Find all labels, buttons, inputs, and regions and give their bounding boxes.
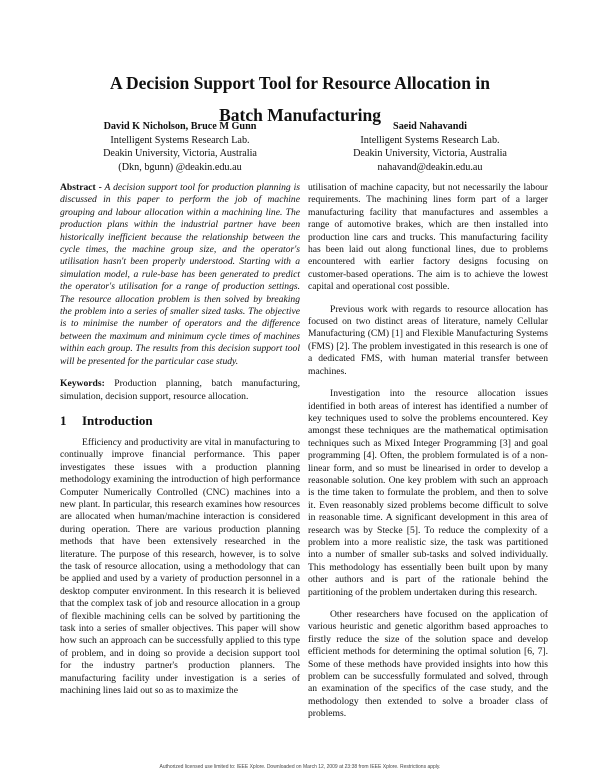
author-block-left — [60, 120, 300, 174]
abstract-lead: Abstract - — [60, 182, 102, 193]
author-lab-right: Intelligent Systems Research Lab. — [360, 134, 500, 146]
author-affiliation-left: Deakin University, Victoria, Australia — [103, 148, 257, 159]
author-affiliation-right: Deakin University, Victoria, Australia — [353, 148, 507, 159]
left-column — [60, 182, 300, 707]
author-names-left: David K Nicholson, Bruce M Gunn — [103, 121, 257, 132]
abstract — [60, 182, 300, 368]
intro-paragraph-2: utilisation of machine capacity, but not necessarily the labour requirements. The machining lines form part of a larger manufacturing facility that manufactures and assembles a range of automotive brakes, which are then installed into production line cars and trucks. This manufacturing facility has been laid out along functional lines, due to problems encountered with earlier factory designs focusing on customer-based operations. The aim is to achieve the lowest capital and operational cost possible. — [308, 182, 548, 293]
title-line-2: Batch Manufacturing — [219, 105, 381, 125]
keywords — [60, 378, 300, 403]
author-block-right — [305, 120, 555, 174]
intro-paragraph-4: Investigation into the resource allocation issues identified in both areas of interest has identified a number of key techniques used to solve the problems encountered. Key amongst these techniques are the mathematical optimisation techniques such as Mixed Integer Programming [3] and goal programming [4]. Often, the problem formulated is of a non-linear form, and so must be linearised in order to develop a reasonable solution. One key problem with such an approach is the time taken to formulate the problem, and then to solve it. Even reasonably sized problems become difficult to solve in reasonable time. A significant development in this area of research was by Stecke [5]. To reduce the complexity of a problem into a more realistic size, the task was partitioned into a number of smaller sub-tasks and solved individually. This methodology has essentially been built upon by many other authors and is part of the rationale behind the partitioning of the problem undertaken during this research. — [308, 388, 548, 598]
section-title: Introduction — [82, 412, 153, 428]
author-email-right: nahavand@deakin.edu.au — [377, 161, 483, 173]
keywords-text: Production planning, batch manufacturing, simulation, decision support, resource allocation. — [60, 378, 300, 402]
keywords-lead: Keywords: — [60, 378, 105, 390]
title-line-1: A Decision Support Tool for Resource Allocation in — [109, 73, 491, 93]
right-column — [308, 182, 548, 731]
section-number: 1 — [60, 412, 67, 428]
intro-paragraph-5: Other researchers have focused on the application of various heuristic and genetic algorithm based approaches to firstly reduce the size of the solution space and develop efficient methods for determining the optimal solution [6, 7]. Some of these methods have provided insights into how this problem can be successfully formulated and solved, through an examination of the specifics of the case study, and the methodology then extended to solve a broader class of problems. — [308, 609, 548, 720]
abstract-text: A decision support tool for production planning is discussed in this paper to perform the job of machine grouping and labour allocation within a machining line. The production plans within the industrial partner have been historically inefficient because the relationship between the cycle times, the machine group size, and the operator's utilisation hasn't been properly understood. Starting with a simulation model, a rule-base has been generated to predict the operator's utilisation for a range of production settings. The resource allocation problem is then solved by breaking the problem into a series of smaller sized tasks. The objective is to minimise the number of operators and the difference between the maximum and minimum cycle times of machines within each group. The results from this decision support tool will be presented for the particular case study. — [60, 182, 301, 367]
author-lab-left: Intelligent Systems Research Lab. — [110, 134, 250, 146]
author-email-left: (Dkn, bgunn) @deakin.edu.au — [118, 161, 242, 173]
intro-paragraph-3: Previous work with regards to resource allocation has focused on two distinct areas of literature, namely Cellular Manufacturing (CM) [1] and Flexible Manufacturing Systems (FMS) [2]. The problem investigated in this research is one of a dedicated FMS, with human material transfer between machines. — [308, 303, 548, 377]
download-notice: Authorized licensed use limited to: IEEE Xplore. Downloaded on March 12, 2009 at 23:38 from IEEE Xplore. Restrictions apply. — [159, 764, 441, 770]
author-names-right: Saeid Nahavandi — [393, 121, 467, 132]
section-heading-introduction — [60, 413, 300, 429]
intro-paragraph-1: Efficiency and productivity are vital in manufacturing to continually improve financial performance. This paper investigates these issues with a production planning methodology examining the introduction of high performance Computer Numerically Controlled (CNC) machines into a new plant. In particular, this research examines how resources are allocated when human/machine interaction is considered during operation. There are various production planning methods that have been extensively researched in the literature. The purpose of this research, however, is to solve the task of resource allocation, using a methodology that can be applied and used by a variety of production personnel in a desktop computer environment. In this research it is believed that the complex task of job and resource allocation in a group of flexible machining cells can be solved by partitioning the task into a series of smaller objectives. This paper will show how such an approach can be successfully applied to this type of problem, and in doing so provide a decision support tool for the industry partner's production planners. The manufacturing facility under investigation is a series of machining lines laid out so as to maximize the — [60, 436, 300, 697]
